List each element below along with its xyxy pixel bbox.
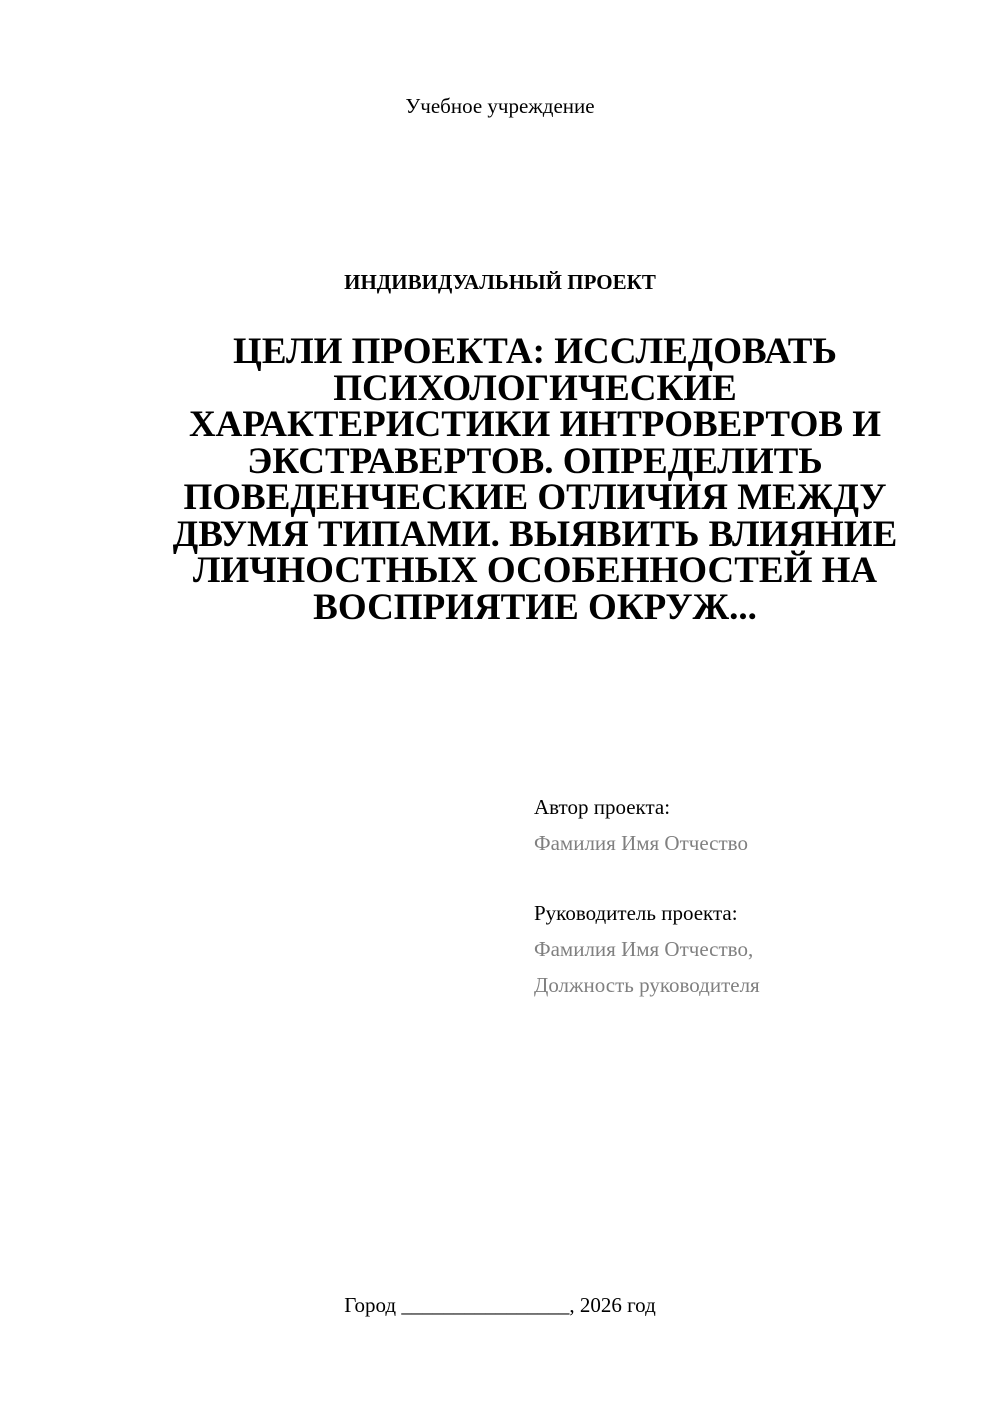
- author-label: Автор проекта:: [534, 795, 671, 819]
- project-title-line: ЭКСТРАВЕРТОВ. ОПРЕДЕЛИТЬ: [247, 440, 823, 482]
- project-title-line: ДВУМЯ ТИПАМИ. ВЫЯВИТЬ ВЛИЯНИЕ: [172, 513, 898, 555]
- project-title-line: ХАРАКТЕРИСТИКИ ИНТРОВЕРТОВ И: [188, 404, 882, 445]
- credits-spacer: [534, 861, 974, 895]
- project-title-line: ВОСПРИЯТИЕ ОКРУЖ...: [313, 586, 757, 628]
- credits-block: [534, 789, 974, 1003]
- project-title-line: ЛИЧНОСТНЫХ ОСОБЕННОСТЕЙ НА: [192, 550, 878, 591]
- city-year-line: Город ________________, 2026 год: [344, 1293, 656, 1317]
- supervisor-label: Руководитель проекта:: [534, 901, 738, 925]
- project-title-line: ЦЕЛИ ПРОЕКТА: ИССЛЕДОВАТЬ: [233, 331, 837, 372]
- author-name: Фамилия Имя Отчество: [534, 831, 748, 855]
- supervisor-name: Фамилия Имя Отчество,: [534, 937, 754, 961]
- project-title-line: ПОВЕДЕНЧЕСКИЕ ОТЛИЧИЯ МЕЖДУ: [183, 477, 887, 518]
- project-title: [150, 331, 920, 628]
- document-type-heading: ИНДИВИДУАЛЬНЫЙ ПРОЕКТ: [344, 270, 656, 294]
- project-title-line: ПСИХОЛОГИЧЕСКИЕ: [333, 367, 737, 409]
- institution-name: Учебное учреждение: [405, 94, 595, 118]
- supervisor-position: Должность руководителя: [534, 973, 760, 997]
